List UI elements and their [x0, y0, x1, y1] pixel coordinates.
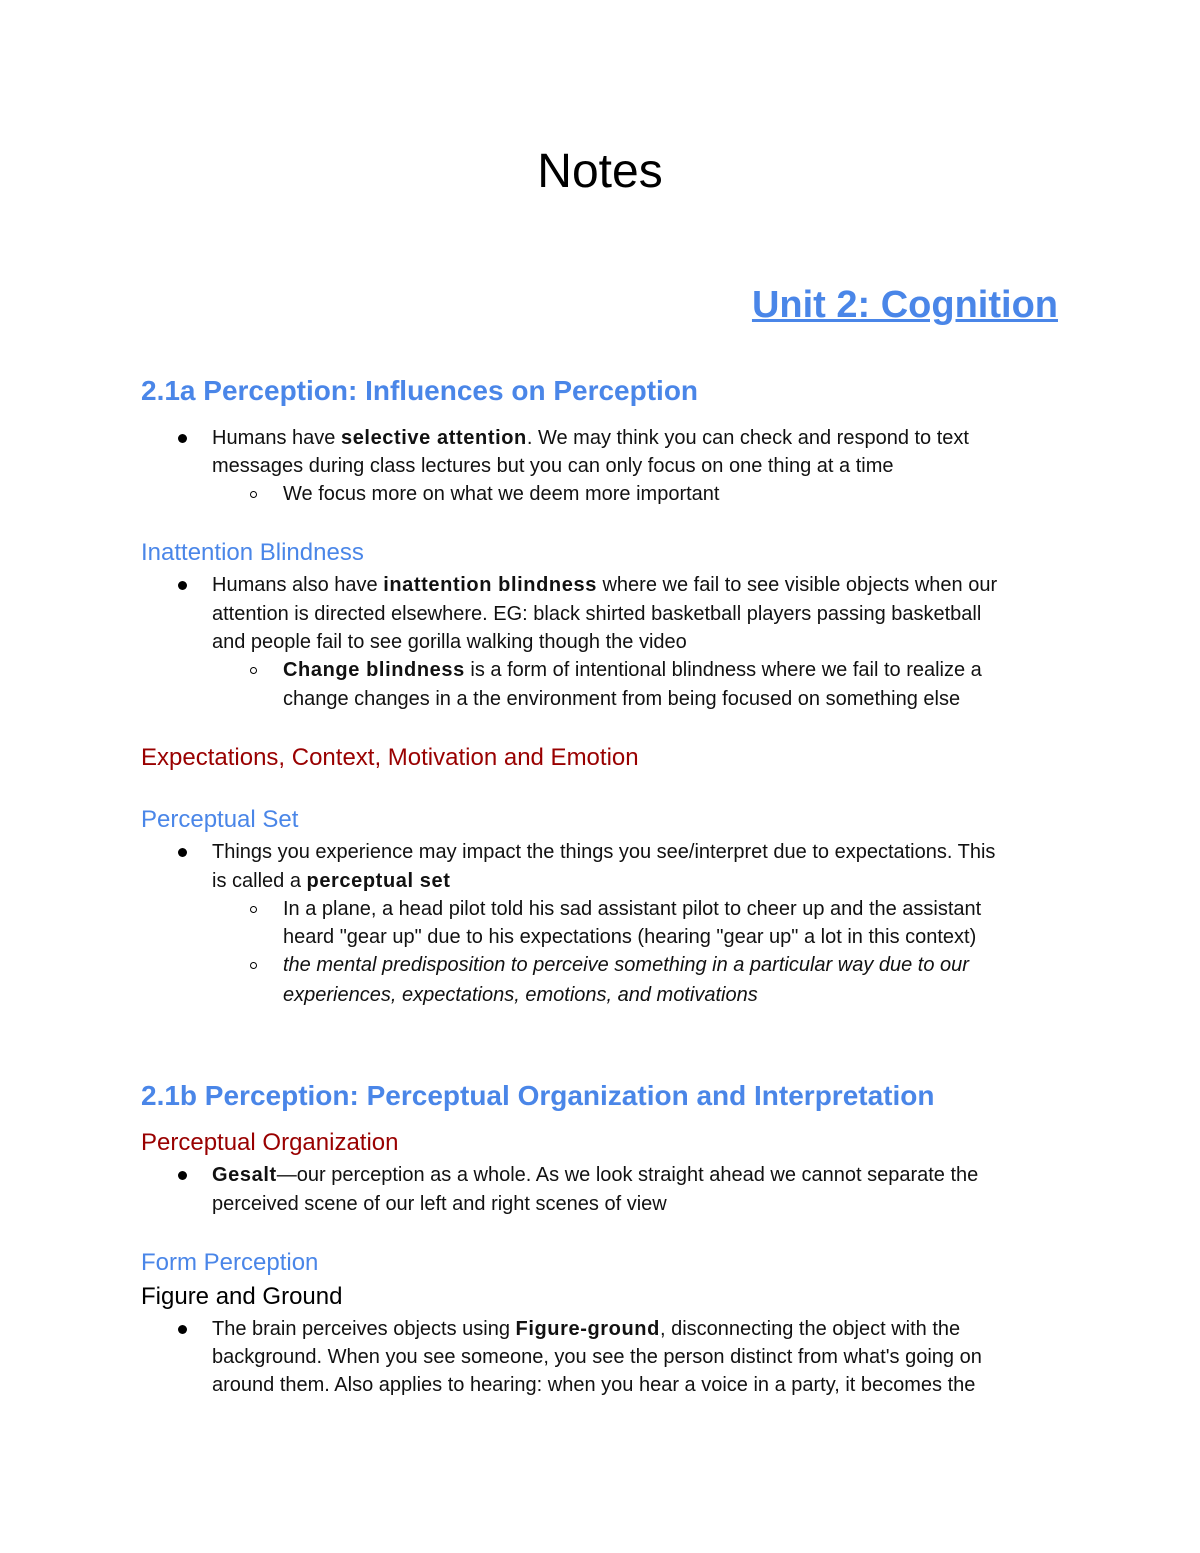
section-heading-2-1a: 2.1a Perception: Influences on Perception [141, 375, 699, 406]
sub-bullet-icon [250, 667, 257, 674]
unit-heading: Unit 2: Cognition [751, 284, 1058, 326]
sub-bullet-icon [250, 906, 257, 913]
section-heading-2-1b: 2.1b Perception: Perceptual Organization and Interpretation [141, 1080, 935, 1111]
bullet-icon [178, 434, 187, 443]
definition-line-2: experiences, expectations, emotions, and motivations [283, 984, 758, 1006]
figure-ground-line-3: around them. Also applies to hearing: when you hear a voice in a party, it becomes the [212, 1374, 976, 1396]
pilot-example-line-1: In a plane, a head pilot told his sad assistant pilot to cheer up and the assistant [283, 898, 982, 920]
focus-importance-line: We focus more on what we deem more important [283, 483, 720, 505]
sub-bullet-icon [250, 962, 257, 969]
subheading-form-perception: Form Perception [141, 1249, 319, 1276]
gesalt-line-1: Gesalt—our perception as a whole. As we look straight ahead we cannot separate the [212, 1164, 979, 1186]
gesalt-line-2: perceived scene of our left and right scenes of view [212, 1193, 667, 1215]
figure-ground-line-2: background. When you see someone, you see the person distinct from what's going on [212, 1346, 982, 1368]
bullet-icon [178, 581, 187, 590]
inattention-line-1: Humans also have inattention blindness where we fail to see visible objects when our [212, 574, 998, 596]
perceptual-set-line-2: is called a perceptual set [212, 870, 451, 892]
sub-bullet-icon [250, 491, 257, 498]
subheading-inattention-blindness: Inattention Blindness [141, 539, 364, 566]
bullet-icon [178, 1325, 187, 1334]
change-blindness-line-1: Change blindness is a form of intentional blindness where we fail to realize a [283, 659, 982, 681]
selective-attention-line-1: Humans have selective attention. We may think you can check and respond to text [212, 427, 969, 449]
subheading-perceptual-set: Perceptual Set [141, 806, 299, 833]
subheading-expectations: Expectations, Context, Motivation and Emotion [141, 744, 639, 771]
selective-attention-line-2: messages during class lectures but you can only focus on one thing at a time [212, 455, 894, 477]
pilot-example-line-2: heard "gear up" due to his expectations (hearing "gear up" a lot in this context) [283, 926, 977, 948]
subheading-figure-and-ground: Figure and Ground [141, 1283, 343, 1310]
change-blindness-line-2: change changes in a the environment from being focused on something else [283, 688, 961, 710]
definition-line-1: the mental predisposition to perceive something in a particular way due to our [283, 954, 969, 976]
subheading-perceptual-organization: Perceptual Organization [141, 1129, 399, 1156]
page-title: Notes [537, 145, 663, 198]
bullet-icon [178, 1171, 187, 1180]
figure-ground-line-1: The brain perceives objects using Figure-ground, disconnecting the object with the [212, 1318, 961, 1340]
bullet-icon [178, 848, 187, 857]
inattention-line-3: and people fail to see gorilla walking though the video [212, 631, 687, 653]
perceptual-set-line-1: Things you experience may impact the things you see/interpret due to expectations. This [212, 841, 996, 863]
inattention-line-2: attention is directed elsewhere. EG: black shirted basketball players passing basketball [212, 603, 982, 625]
